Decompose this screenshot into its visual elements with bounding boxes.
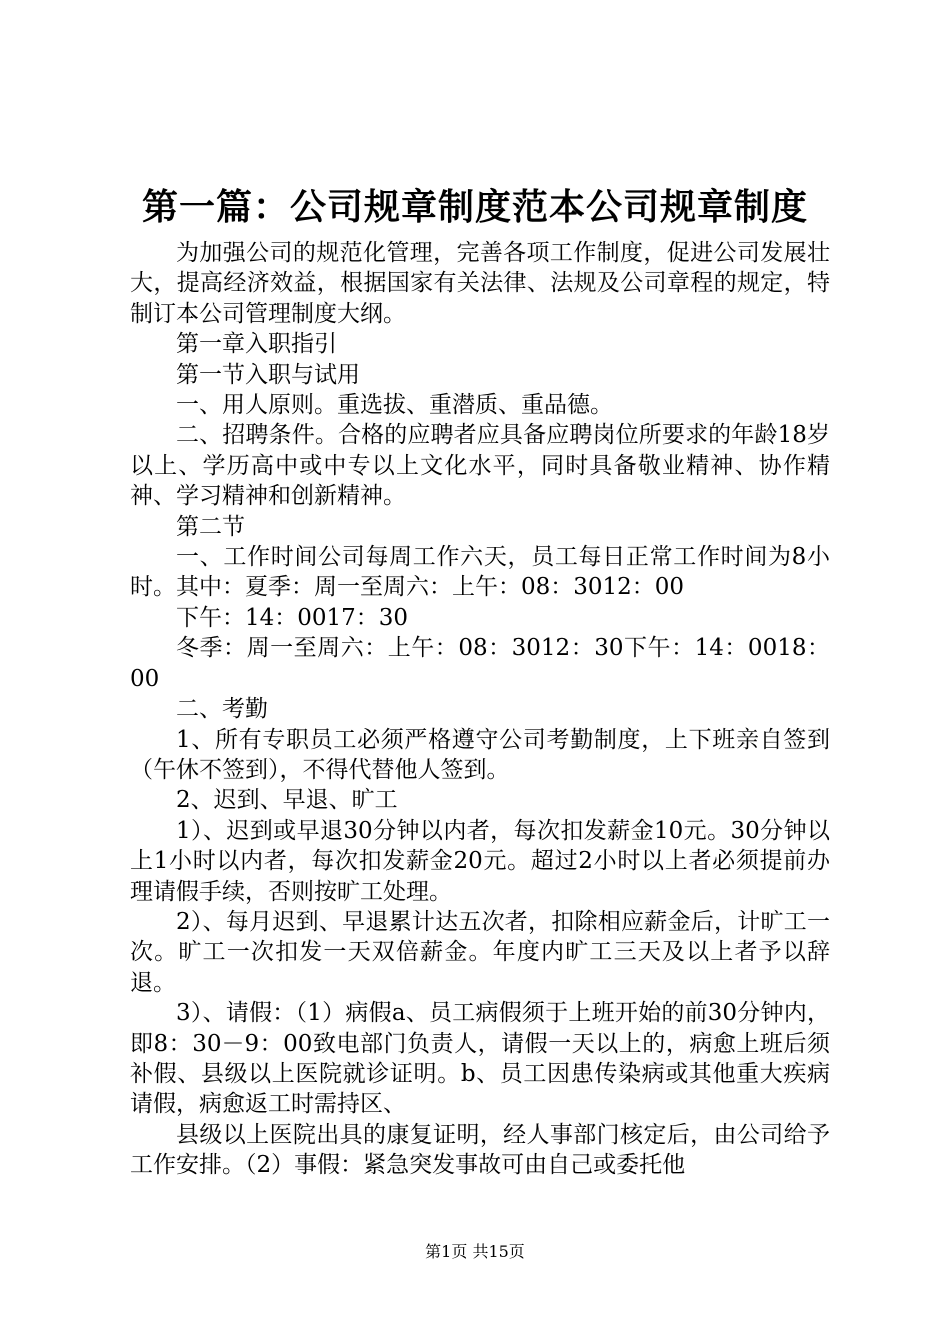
document-title: 第一篇：公司规章制度范本公司规章制度 <box>141 187 808 228</box>
paragraph-attendance-2: 2、迟到、早退、旷工 <box>176 787 398 814</box>
paragraph-intro: 为加强公司的规范化管理，完善各项工作制度，促进公司发展壮大，提高经济效益，根据国家有关法律、法规及公司章程的规定，特制订本公司管理制度大纲。 <box>130 240 830 327</box>
section-heading: 第一节入职与试用 <box>176 361 360 388</box>
paragraph-afternoon-hours: 下午：14：0017：30 <box>176 604 409 631</box>
paragraph-leave-personal: 县级以上医院出具的康复证明，经人事部门核定后，由公司给予工作安排。（2）事假：紧急突发事故可由自己或委托他 <box>130 1121 830 1179</box>
paragraph-attendance-1: 1、所有专职员工必须严格遵守公司考勤制度，上下班亲自签到（午休不签到），不得代替他人签到。 <box>130 726 830 783</box>
paragraph-hiring-conditions: 二、招聘条件。合格的应聘者应具备应聘岗位所要求的年龄18岁以上、学历高中或中专以上文化水平，同时具备敬业精神、协作精神、学习精神和创新精神。 <box>130 422 830 510</box>
paragraph-hiring-principle: 一、用人原则。重选拔、重潜质、重品德。 <box>176 392 613 419</box>
page-footer: 第1页 共15页 <box>425 1242 525 1261</box>
chapter-heading: 第一章入职指引 <box>176 331 337 358</box>
paragraph-absence-penalty: 2）、每月迟到、早退累计达五次者，扣除相应薪金后，计旷工一次。旷工一次扣发一天双倍薪金。年度内旷工三天及以上者予以辞退。 <box>130 908 830 996</box>
document-body <box>130 238 830 1181</box>
paragraph-winter-hours: 冬季：周一至周六：上午：08：3012：30下午：14：0018：00 <box>130 635 830 692</box>
paragraph-late-penalty: 1）、迟到或早退30分钟以内者，每次扣发薪金10元。30分钟以上1小时以内者，每次扣发薪金20元。超过2小时以上者必须提前办理请假手续，否则按旷工处理。 <box>130 817 830 905</box>
paragraph-leave-sick: 3）、请假：（1）病假a、员工病假须于上班开始的前30分钟内，即8：30－9：00致电部门负责人，请假一天以上的，病愈上班后须补假、县级以上医院就诊证明。b、员工因患传染病或其他重大疾病请假，病愈返工时需持区、 <box>130 1000 830 1118</box>
paragraph-attendance-heading: 二、考勤 <box>176 696 268 723</box>
paragraph-work-hours: 一、工作时间公司每周工作六天，员工每日正常工作时间为8小时。其中：夏季：周一至周六：上午：08：3012：00 <box>130 544 830 601</box>
section-heading-2: 第二节 <box>176 513 245 540</box>
